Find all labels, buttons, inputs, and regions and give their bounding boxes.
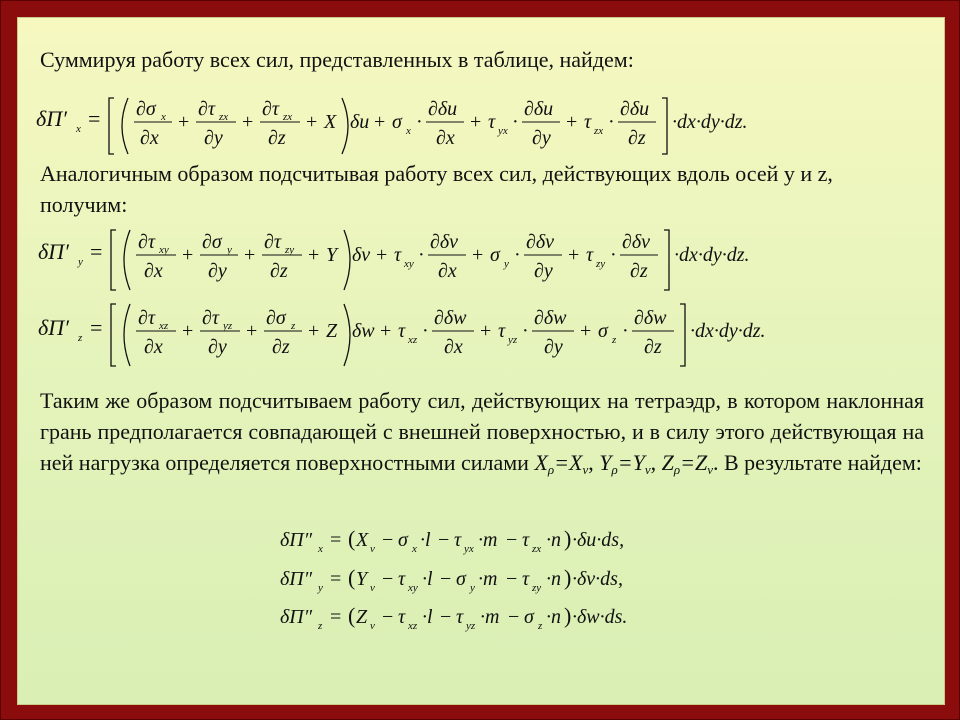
svg-text:+: + bbox=[470, 111, 482, 133]
svg-text:=: = bbox=[330, 606, 342, 628]
svg-text:∂y: ∂y bbox=[544, 336, 563, 358]
svg-text:∂y: ∂y bbox=[204, 127, 223, 149]
svg-text:zy: zy bbox=[285, 244, 295, 256]
svg-text:(: ( bbox=[348, 565, 356, 590]
svg-text:ν: ν bbox=[370, 543, 375, 555]
svg-text:): ) bbox=[564, 526, 572, 551]
svg-text:+: + bbox=[182, 320, 194, 342]
svg-text:·dx·dy·dz.: ·dx·dy·dz. bbox=[690, 320, 766, 342]
svg-text:·δv·ds,: ·δv·ds, bbox=[572, 568, 623, 590]
intro-text: Суммируя работу всех сил, представленных в таблице, найдем: bbox=[40, 47, 634, 72]
svg-text:xz: xz bbox=[408, 620, 418, 632]
svg-text:·dx·dy·dz.: ·dx·dy·dz. bbox=[674, 244, 750, 266]
svg-text:σ: σ bbox=[490, 244, 500, 266]
svg-text:Y: Y bbox=[326, 244, 338, 266]
svg-text:·n: ·n bbox=[546, 606, 561, 628]
svg-text:z: z bbox=[538, 620, 543, 632]
svg-text:): ) bbox=[564, 565, 572, 590]
svg-text:τ: τ bbox=[398, 606, 406, 628]
svg-text:zy: zy bbox=[596, 258, 606, 270]
svg-text:·dx·dy·dz.: ·dx·dy·dz. bbox=[672, 111, 748, 133]
svg-text:=: = bbox=[90, 315, 103, 340]
svg-text:·: · bbox=[522, 320, 529, 342]
svg-text:zx: zx bbox=[594, 125, 604, 137]
svg-text:δw: δw bbox=[352, 320, 375, 342]
svg-text:z: z bbox=[291, 320, 296, 332]
svg-text:∂y: ∂y bbox=[534, 260, 553, 282]
svg-text:x: x bbox=[76, 123, 81, 135]
svg-text:+: + bbox=[580, 320, 592, 342]
svg-text:τ: τ bbox=[584, 111, 592, 133]
svg-text:τ: τ bbox=[456, 606, 464, 628]
formula-volume-x bbox=[36, 98, 748, 154]
svg-text:σ: σ bbox=[524, 606, 534, 628]
svg-text:+: + bbox=[308, 320, 320, 342]
svg-text:=: = bbox=[90, 239, 103, 264]
svg-text:−: − bbox=[508, 606, 520, 628]
svg-text:xy: xy bbox=[404, 258, 414, 270]
svg-text:τ: τ bbox=[454, 529, 462, 551]
svg-text:∂y: ∂y bbox=[208, 336, 227, 358]
svg-text:∂τ: ∂τ bbox=[262, 98, 280, 120]
svg-text:δП′: δП′ bbox=[38, 315, 69, 340]
formula-surface-x bbox=[280, 526, 624, 555]
svg-text:y: y bbox=[504, 258, 509, 270]
svg-text:∂δw: ∂δw bbox=[434, 307, 467, 329]
svg-text:δП″: δП″ bbox=[280, 568, 313, 590]
formula-volume-z bbox=[38, 304, 766, 366]
svg-text:∂x: ∂x bbox=[438, 260, 457, 282]
surface-text: Таким же образом подсчитываем работу сил, действующих на тетраэдр, в котором наклонная грань предполагается совпадающей с внешней поверхностью, и в силу этого действующая на ней нагрузка определяется поверхностными силами $X_\rho=X_\nu$, $Y_\rho=Y_\nu$, $Z_\rho=Z_\nu$. В результате найдем: bbox=[40, 388, 924, 477]
svg-text:τ: τ bbox=[522, 568, 530, 590]
svg-text:∂δv: ∂δv bbox=[622, 231, 651, 253]
svg-text:y: y bbox=[318, 582, 323, 594]
formula-surface-y bbox=[280, 565, 623, 594]
svg-text:·l: ·l bbox=[420, 529, 431, 551]
svg-text:ν: ν bbox=[370, 582, 375, 594]
svg-text:xy: xy bbox=[408, 582, 418, 594]
svg-text:·: · bbox=[512, 111, 519, 133]
svg-text:∂σ: ∂σ bbox=[202, 231, 222, 253]
svg-text:+: + bbox=[566, 111, 578, 133]
surface-text-pre: Таким же образом подсчитываем работу сил, действующих на тетраэдр, в котором наклонная грань предполагается совпадающей с внешней поверхностью, и в силу этого действующая на ней нагрузка определяется поверхностными силами bbox=[40, 388, 924, 475]
slide bbox=[17, 17, 945, 705]
svg-text:xz: xz bbox=[159, 320, 169, 332]
svg-text:∂x: ∂x bbox=[144, 336, 163, 358]
svg-text:y: y bbox=[227, 244, 232, 256]
svg-text:δП′: δП′ bbox=[38, 239, 69, 264]
svg-text:∂τ: ∂τ bbox=[202, 307, 220, 329]
analog-text: Аналогичным образом подсчитывая работу всех сил, действующих вдоль осей y и z, получим: bbox=[40, 161, 833, 217]
svg-text:zx: zx bbox=[219, 111, 229, 123]
svg-text:+: + bbox=[380, 320, 392, 342]
formula-surface-z bbox=[280, 603, 627, 632]
svg-text:σ: σ bbox=[456, 568, 466, 590]
svg-text:τ: τ bbox=[398, 320, 406, 342]
svg-text:yx: yx bbox=[464, 543, 474, 555]
svg-text:ν: ν bbox=[370, 620, 375, 632]
svg-text:·: · bbox=[422, 320, 429, 342]
svg-text:∂z: ∂z bbox=[630, 260, 648, 282]
svg-text:−: − bbox=[440, 568, 452, 590]
svg-text:∂δw: ∂δw bbox=[534, 307, 567, 329]
svg-text:+: + bbox=[308, 244, 320, 266]
svg-text:y: y bbox=[470, 582, 475, 594]
svg-text:=: = bbox=[330, 529, 342, 551]
svg-text:∂δw: ∂δw bbox=[634, 307, 667, 329]
svg-text:z: z bbox=[78, 332, 83, 344]
svg-text:xz: xz bbox=[408, 334, 418, 346]
svg-text:δv: δv bbox=[352, 244, 371, 266]
svg-text:σ: σ bbox=[398, 529, 408, 551]
svg-text:·n: ·n bbox=[546, 529, 561, 551]
svg-text:∂δv: ∂δv bbox=[526, 231, 555, 253]
svg-text:·δu·ds,: ·δu·ds, bbox=[572, 529, 625, 551]
svg-text:X: X bbox=[324, 111, 337, 133]
svg-text:=: = bbox=[330, 568, 342, 590]
svg-text:+: + bbox=[374, 111, 386, 133]
svg-text:): ) bbox=[564, 603, 572, 628]
svg-text:·l: ·l bbox=[422, 606, 433, 628]
svg-text:∂τ: ∂τ bbox=[138, 307, 156, 329]
svg-text:·: · bbox=[622, 320, 629, 342]
svg-text:z: z bbox=[318, 620, 323, 632]
svg-text:·m: ·m bbox=[478, 568, 498, 590]
formula-volume-y bbox=[38, 230, 750, 290]
svg-text:·m: ·m bbox=[478, 529, 498, 551]
svg-text:∂δv: ∂δv bbox=[430, 231, 459, 253]
svg-text:yz: yz bbox=[223, 320, 233, 332]
svg-text:·: · bbox=[416, 111, 423, 133]
svg-text:·n: ·n bbox=[546, 568, 561, 590]
svg-text:∂τ: ∂τ bbox=[198, 98, 216, 120]
svg-text:+: + bbox=[472, 244, 484, 266]
svg-text:∂y: ∂y bbox=[208, 260, 227, 282]
svg-text:δu: δu bbox=[350, 111, 370, 133]
svg-text:∂σ: ∂σ bbox=[136, 98, 156, 120]
svg-text:−: − bbox=[440, 606, 452, 628]
svg-text:yx: yx bbox=[498, 125, 508, 137]
svg-text:x: x bbox=[406, 125, 411, 137]
svg-text:yz: yz bbox=[466, 620, 476, 632]
svg-text:x: x bbox=[161, 111, 166, 123]
svg-text:Z: Z bbox=[326, 320, 338, 342]
svg-text:τ: τ bbox=[394, 244, 402, 266]
svg-text:(: ( bbox=[348, 526, 356, 551]
svg-text:∂z: ∂z bbox=[270, 260, 288, 282]
svg-text:∂δu: ∂δu bbox=[524, 98, 554, 120]
svg-text:+: + bbox=[244, 244, 256, 266]
svg-text:τ: τ bbox=[488, 111, 496, 133]
svg-text:+: + bbox=[182, 244, 194, 266]
svg-text:∂y: ∂y bbox=[532, 127, 551, 149]
svg-text:δП″: δП″ bbox=[280, 529, 313, 551]
svg-text:+: + bbox=[568, 244, 580, 266]
svg-text:·: · bbox=[418, 244, 425, 266]
svg-text:+: + bbox=[242, 111, 254, 133]
svg-text:∂z: ∂z bbox=[272, 336, 290, 358]
svg-text:z: z bbox=[612, 334, 617, 346]
svg-text:+: + bbox=[246, 320, 258, 342]
svg-text:∂x: ∂x bbox=[436, 127, 455, 149]
svg-text:(: ( bbox=[348, 603, 356, 628]
svg-text:·l: ·l bbox=[422, 568, 433, 590]
svg-text:·m: ·m bbox=[480, 606, 500, 628]
svg-text:−: − bbox=[382, 606, 394, 628]
svg-text:∂δu: ∂δu bbox=[620, 98, 650, 120]
formulas-layer bbox=[18, 18, 946, 706]
svg-text:y: y bbox=[78, 256, 83, 268]
svg-text:=: = bbox=[88, 106, 101, 131]
svg-text:+: + bbox=[376, 244, 388, 266]
svg-text:δП″: δП″ bbox=[280, 606, 313, 628]
svg-text:τ: τ bbox=[398, 568, 406, 590]
svg-text:∂τ: ∂τ bbox=[138, 231, 156, 253]
svg-text:yz: yz bbox=[508, 334, 518, 346]
svg-text:∂z: ∂z bbox=[628, 127, 646, 149]
svg-text:∂δu: ∂δu bbox=[428, 98, 458, 120]
svg-text:−: − bbox=[506, 529, 518, 551]
svg-text:−: − bbox=[438, 529, 450, 551]
svg-text:∂x: ∂x bbox=[140, 127, 159, 149]
svg-text:∂τ: ∂τ bbox=[264, 231, 282, 253]
svg-text:∂σ: ∂σ bbox=[266, 307, 286, 329]
svg-text:·: · bbox=[514, 244, 521, 266]
svg-text:∂z: ∂z bbox=[644, 336, 662, 358]
svg-text:+: + bbox=[306, 111, 318, 133]
svg-text:zx: zx bbox=[283, 111, 293, 123]
svg-text:zx: zx bbox=[532, 543, 542, 555]
svg-text:∂x: ∂x bbox=[444, 336, 463, 358]
svg-text:∂z: ∂z bbox=[268, 127, 286, 149]
svg-text:·δw·ds.: ·δw·ds. bbox=[572, 606, 628, 628]
svg-text:x: x bbox=[318, 543, 323, 555]
svg-text:τ: τ bbox=[522, 529, 530, 551]
svg-text:−: − bbox=[506, 568, 518, 590]
svg-text:δП′: δП′ bbox=[36, 106, 67, 131]
svg-text:−: − bbox=[382, 529, 394, 551]
svg-text:zy: zy bbox=[532, 582, 542, 594]
svg-text:xy: xy bbox=[159, 244, 169, 256]
svg-text:σ: σ bbox=[392, 111, 402, 133]
svg-text:+: + bbox=[480, 320, 492, 342]
svg-text:·: · bbox=[608, 111, 615, 133]
svg-text:∂x: ∂x bbox=[144, 260, 163, 282]
svg-text:+: + bbox=[178, 111, 190, 133]
svg-text:σ: σ bbox=[598, 320, 608, 342]
svg-text:x: x bbox=[412, 543, 417, 555]
svg-text:Z: Z bbox=[356, 606, 368, 628]
svg-text:τ: τ bbox=[586, 244, 594, 266]
svg-text:−: − bbox=[382, 568, 394, 590]
svg-text:τ: τ bbox=[498, 320, 506, 342]
svg-text:Y: Y bbox=[356, 568, 368, 590]
svg-text:X: X bbox=[356, 529, 369, 551]
svg-text:·: · bbox=[610, 244, 617, 266]
